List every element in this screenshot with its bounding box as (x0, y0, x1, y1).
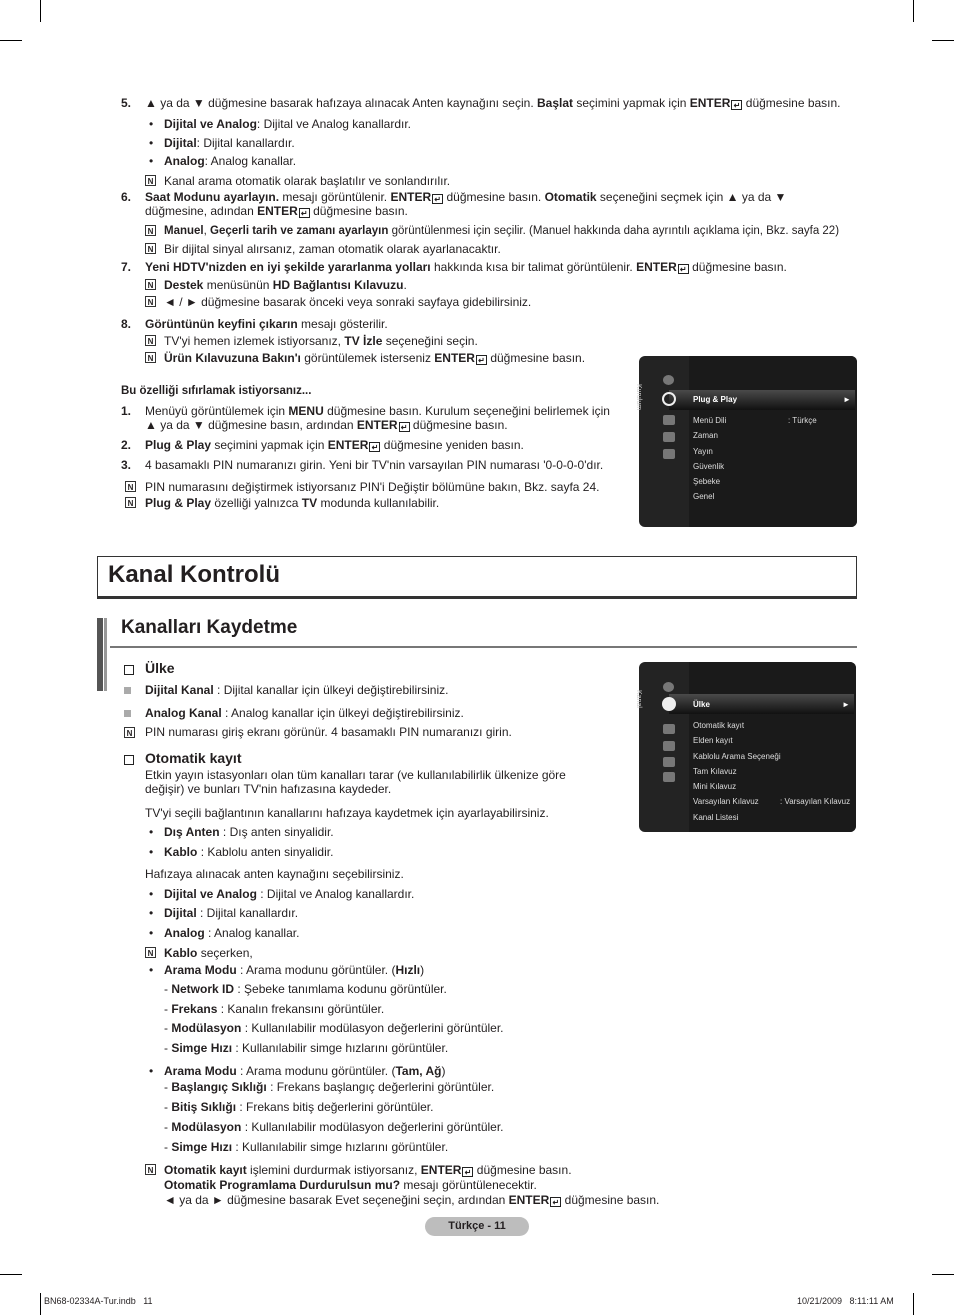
step-text: seçimini yapmak için (576, 96, 687, 110)
section-title-box (97, 556, 857, 599)
osd-setup-menu (635, 356, 857, 527)
note-icon: N (145, 1164, 156, 1175)
option-name: Arama Modu (164, 963, 237, 977)
step-keyword: Başlat (537, 96, 574, 110)
checkbox-icon (124, 665, 134, 675)
sub-option-name: Bitiş Sıklığı (171, 1100, 237, 1114)
note-icon: N (145, 352, 156, 363)
enter-label: ENTER (689, 96, 731, 110)
note-icon: N (145, 947, 156, 958)
option-desc: : Analog kanallar. (208, 926, 300, 940)
step-keyword: Saat Modunu ayarlayın. (145, 190, 280, 204)
note-keyword: TV (301, 496, 318, 510)
note-text: mesajı görüntülenecektir. (403, 1178, 537, 1192)
step-text: Menüyü görüntülemek için (145, 404, 286, 418)
crop-mark (40, 1293, 41, 1315)
note-icon: N (145, 175, 156, 186)
crop-mark (932, 1274, 954, 1275)
note-icon: N (145, 225, 156, 236)
step-text: düğmesine basın. (692, 260, 787, 274)
enter-icon: ↵ (299, 208, 310, 218)
step-number: 6. (121, 190, 132, 204)
sub-option-name: Frekans (171, 1002, 218, 1016)
osd-menu-area (689, 662, 856, 832)
input-icon (663, 415, 675, 425)
sub-option-desc: : Frekans başlangıç değerlerini görüntüler. (270, 1080, 495, 1094)
accent-bar (104, 618, 107, 691)
step-text: düğmesine basın. Kurulum seçeneğini belirlemek için (327, 404, 610, 418)
option-desc: : Dijital kanallar için ülkeyi değiştirebilirsiniz. (217, 683, 449, 697)
satellite-dish-icon (662, 697, 676, 711)
note-keyword: Kablo (164, 946, 198, 960)
option-desc: ) (441, 1064, 446, 1078)
bullet: • (149, 117, 154, 131)
crop-mark (932, 40, 954, 41)
osd-category-label: Kanal (635, 690, 642, 708)
paragraph: değişir) ve bunları TV'nin hafızasına kaydeder. (145, 782, 392, 796)
arrow-right-icon: ► (843, 395, 851, 404)
step-text: ▲ ya da ▼ düğmesine basarak hafızaya alınacak Anten kaynağını seçin. (145, 96, 534, 110)
bullet: • (149, 845, 154, 859)
page-number: Türkçe - 11 (448, 1220, 506, 1232)
sub-option-desc: : Frekans bitiş değerlerini görüntüler. (239, 1100, 434, 1114)
osd-menu-item: Kablolu Arama Seçeneği (693, 752, 781, 761)
sub-option-desc: : Kullanılabilir modülasyon değerlerini görüntüler. (244, 1021, 504, 1035)
osd-menu-area (689, 356, 857, 527)
osd-selected-item: Plug & Play (693, 395, 738, 404)
sub-option-desc: : Kanalın frekansını görüntüler. (220, 1002, 385, 1016)
note-text: menüsünün (206, 278, 270, 292)
note-text: modunda kullanılabilir. (320, 496, 440, 510)
step-text: mesajı görüntülenir. (282, 190, 388, 204)
note-text: Bir dijital sinyal alırsanız, zaman otomatik olarak ayarlanacaktır. (164, 242, 501, 256)
support-icon (663, 772, 675, 782)
note-text: . (403, 278, 407, 292)
step-text: düğmesine basın. (446, 190, 542, 204)
option-name: Analog Kanal (145, 706, 222, 720)
enter-icon: ↵ (462, 1167, 473, 1177)
note-icon: N (145, 279, 156, 290)
bullet: • (149, 887, 154, 901)
option-desc: : Analog kanallar. (204, 154, 297, 168)
osd-menu-item: Kanal Listesi (693, 813, 739, 822)
enter-label: ENTER (420, 1163, 462, 1177)
bullet: • (149, 825, 154, 839)
enter-label: ENTER (508, 1193, 550, 1207)
option-desc: : Dijital kanallardır. (200, 906, 299, 920)
sub-option-name: Modülasyon (171, 1021, 242, 1035)
note-keyword: Otomatik kayıt (164, 1163, 247, 1177)
enter-icon: ↵ (731, 100, 742, 110)
sub-option-name: Network ID (171, 982, 235, 996)
note-text: görüntülenmesi için seçilir. (Manuel hakkında daha ayrıntılı açıklama için, Bkz. sayfa 22) (391, 225, 840, 237)
option-name: Dijital ve Analog (164, 117, 257, 131)
note-keyword: Plug & Play (145, 496, 212, 510)
sub-option-desc: : Kullanılabilir simge hızlarını görüntüler. (235, 1041, 449, 1055)
option-desc: : Kablolu anten sinyalidir. (200, 845, 334, 859)
bullet: • (149, 136, 154, 150)
step-keyword: Plug & Play (145, 438, 212, 452)
sub-option-name: Simge Hızı (171, 1041, 233, 1055)
osd-menu-item: Mini Kılavuz (693, 782, 737, 791)
note-text: Kanal arama otomatik olarak başlatılır ve sonlandırılır. (164, 174, 451, 188)
section-title: Kanal Kontrolü (108, 561, 280, 588)
option-name: Dış Anten (164, 825, 220, 839)
note-icon: N (145, 335, 156, 346)
osd-menu-item: Genel (693, 492, 715, 501)
divider (110, 646, 857, 648)
enter-icon: ↵ (476, 355, 487, 365)
option-name: Analog (164, 926, 205, 940)
page-number-badge (425, 1217, 529, 1236)
step-text: düğmesine yeniden basın. (383, 438, 524, 452)
picture-icon (663, 375, 674, 385)
enter-icon: ↵ (678, 264, 689, 274)
enter-icon: ↵ (399, 422, 410, 432)
osd-menu-item: Tam Kılavuz (693, 767, 737, 776)
option-name: Dijital (164, 136, 197, 150)
paragraph: TV'yi seçili bağlantının kanallarını hafızaya kaydetmek için ayarlayabilirsiniz. (145, 806, 549, 820)
option-name: Kablo (164, 845, 198, 859)
note-text: PIN numarasını değiştirmek istiyorsanız PIN'i Değiştir bölümüne bakın, Bkz. sayfa 24. (145, 480, 600, 494)
sub-option-desc: : Şebeke tanımlama kodunu görüntüler. (237, 982, 447, 996)
osd-menu-item: Zaman (693, 431, 718, 440)
osd-menu-item: Güvenlik (693, 462, 725, 471)
application-icon (663, 757, 675, 767)
osd-category-label: Kurulum (635, 384, 642, 411)
paragraph: Etkin yayın istasyonları olan tüm kanalları tarar (ve kullanılabilirlik ülkenize göre (145, 768, 566, 782)
enter-label: ENTER (434, 351, 475, 365)
osd-menu-item: Menü Dili (693, 416, 727, 425)
enter-icon: ↵ (432, 194, 443, 204)
note-text: , (203, 225, 207, 237)
section-subtitle: Kanalları Kaydetme (121, 617, 298, 638)
step-number: 5. (121, 96, 132, 110)
application-icon (663, 432, 675, 442)
osd-item-value: : Varsayılan Kılavuz (780, 797, 851, 806)
osd-channel-menu (635, 662, 856, 832)
note-keyword: HD Bağlantısı Kılavuzu (272, 278, 404, 292)
option-name: Tam, Ağ (395, 1064, 442, 1078)
option-desc: : Dijital kanallardır. (196, 136, 295, 150)
note-keyword: Ürün Kılavuzuna Bakın'ı (164, 351, 301, 365)
oto-heading: Otomatik kayıt (145, 750, 242, 766)
option-desc: : Arama modunu görüntüler. ( (240, 963, 396, 977)
step-number: 1. (121, 404, 132, 418)
note-icon: N (125, 497, 136, 508)
note-text: seçerken, (200, 946, 253, 960)
enter-label: ENTER (356, 418, 398, 432)
step-number: 3. (121, 458, 132, 472)
step-keyword: Görüntünün keyfini çıkarın (145, 317, 298, 331)
step-text: düğmesine basın. (412, 418, 508, 432)
option-desc: : Dijital ve Analog kanallardır. (256, 117, 411, 131)
note-icon: N (125, 481, 136, 492)
step-keyword: Otomatik (544, 190, 597, 204)
note-text: TV'yi hemen izlemek istiyorsanız, (164, 334, 342, 348)
note-text: düğmesine basın. (490, 351, 586, 365)
checkbox-icon (124, 755, 134, 765)
osd-menu-item: Varsayılan Kılavuz (693, 797, 759, 806)
step-text: seçimini yapmak için (214, 438, 325, 452)
step-number: 7. (121, 260, 132, 274)
option-name: Analog (164, 154, 205, 168)
reset-title: Bu özelliği sıfırlamak istiyorsanız... (121, 385, 312, 397)
enter-icon: ↵ (369, 442, 380, 452)
step-keyword: MENU (288, 404, 324, 418)
option-name: Dijital ve Analog (164, 887, 257, 901)
sub-option-name: Modülasyon (171, 1120, 242, 1134)
setup-icon (663, 724, 675, 734)
note-text: özelliği yalnızca (214, 496, 299, 510)
step-text: 4 basamaklı PIN numaranızı girin. Yeni bir TV'nin varsayılan PIN numarası '0-0-0-0'dır. (145, 458, 604, 472)
osd-menu-item: Yayın (693, 447, 713, 456)
accent-bar (97, 618, 103, 691)
step-text: ▲ ya da ▼ düğmesine basın, ardından (145, 418, 354, 432)
input-icon (663, 741, 675, 751)
sub-option-name: Simge Hızı (171, 1140, 233, 1154)
picture-icon (663, 682, 674, 692)
osd-menu-item: Şebeke (693, 477, 721, 486)
option-desc: : Arama modunu görüntüler. ( (240, 1064, 396, 1078)
step-text: düğmesine basın. (313, 204, 408, 218)
crop-mark (0, 40, 22, 41)
note-keyword: Manuel (164, 225, 204, 237)
osd-menu-item: Elden kayıt (693, 736, 733, 745)
sub-option-desc: : Kullanılabilir modülasyon değerlerini görüntüler. (244, 1120, 504, 1134)
note-text: seçeneğini seçin. (385, 334, 478, 348)
step-text: hakkında kısa bir talimat görüntülenir. (433, 260, 633, 274)
square-bullet (124, 710, 131, 717)
option-desc: ) (420, 963, 425, 977)
bullet: • (149, 906, 154, 920)
option-desc: : Dış anten sinyalidir. (222, 825, 334, 839)
note-icon: N (145, 243, 156, 254)
crop-mark (913, 0, 914, 22)
support-icon (663, 449, 675, 459)
step-text: mesajı gösterilir. (301, 317, 388, 331)
step-number: 8. (121, 317, 132, 331)
step-text: seçeneğini seçmek için ▲ ya da ▼ (599, 190, 787, 204)
note-keyword: Otomatik Programlama Durdurulsun mu? (164, 1178, 401, 1192)
note-icon: N (124, 727, 135, 738)
note-icon: N (145, 296, 156, 307)
note-text: işlemini durdurmak istiyorsanız, (250, 1163, 418, 1177)
step-text: düğmesine basın. (745, 96, 841, 110)
bullet: • (149, 963, 154, 977)
bullet: • (149, 154, 154, 168)
paragraph: Hafızaya alınacak anten kaynağını seçebilirsiniz. (145, 867, 404, 881)
bullet: • (149, 1064, 154, 1078)
file-info: BN68-02334A-Tur.indb 11 (44, 1296, 153, 1306)
osd-menu-item: Otomatik kayıt (693, 721, 745, 730)
note-text: ◄ / ► düğmesine basarak önceki veya sonraki sayfaya gidebilirsiniz. (164, 295, 532, 309)
square-bullet (124, 687, 131, 694)
note-text: PIN numarası giriş ekranı görünür. 4 basamaklı PIN numaranızı girin. (145, 725, 512, 739)
osd-item-value: : Türkçe (788, 416, 817, 425)
ulke-heading: Ülke (145, 660, 175, 676)
crop-mark (913, 1293, 914, 1315)
step-number: 2. (121, 438, 132, 452)
note-text: düğmesine basın. (564, 1193, 660, 1207)
option-name: Hızlı (395, 963, 421, 977)
osd-selected-item: Ülke (693, 700, 710, 709)
sub-option-name: Başlangıç Sıklığı (171, 1080, 267, 1094)
arrow-right-icon: ► (842, 700, 850, 709)
note-text: ◄ ya da ► düğmesine basarak Evet seçeneğini seçin, ardından (164, 1193, 506, 1207)
note-text: düğmesine basın. (476, 1163, 572, 1177)
option-name: Dijital Kanal (145, 683, 214, 697)
sub-option-desc: : Kullanılabilir simge hızlarını görüntüler. (235, 1140, 449, 1154)
enter-label: ENTER (257, 204, 298, 218)
option-desc: : Dijital ve Analog kanallardır. (260, 887, 415, 901)
crop-mark (40, 0, 41, 22)
step-keyword: Yeni HDTV'nizden en iyi şekilde yararlanma yolları (145, 260, 431, 274)
crop-mark (0, 1274, 22, 1275)
gear-icon (662, 392, 676, 406)
note-keyword: Destek (164, 278, 204, 292)
option-name: Dijital (164, 906, 197, 920)
print-date: 10/21/2009 8:11:11 AM (797, 1296, 894, 1306)
enter-icon: ↵ (550, 1197, 561, 1207)
step-text: düğmesine, adından (145, 204, 254, 218)
option-desc: : Analog kanallar için ülkeyi değiştirebilirsiniz. (225, 706, 464, 720)
note-text: görüntülemek isterseniz (304, 351, 431, 365)
option-name: Arama Modu (164, 1064, 237, 1078)
enter-label: ENTER (327, 438, 369, 452)
note-keyword: Geçerli tarih ve zamanı ayarlayın (210, 225, 389, 237)
enter-label: ENTER (636, 260, 677, 274)
bullet: • (149, 926, 154, 940)
note-keyword: TV İzle (344, 334, 383, 348)
enter-label: ENTER (390, 190, 432, 204)
